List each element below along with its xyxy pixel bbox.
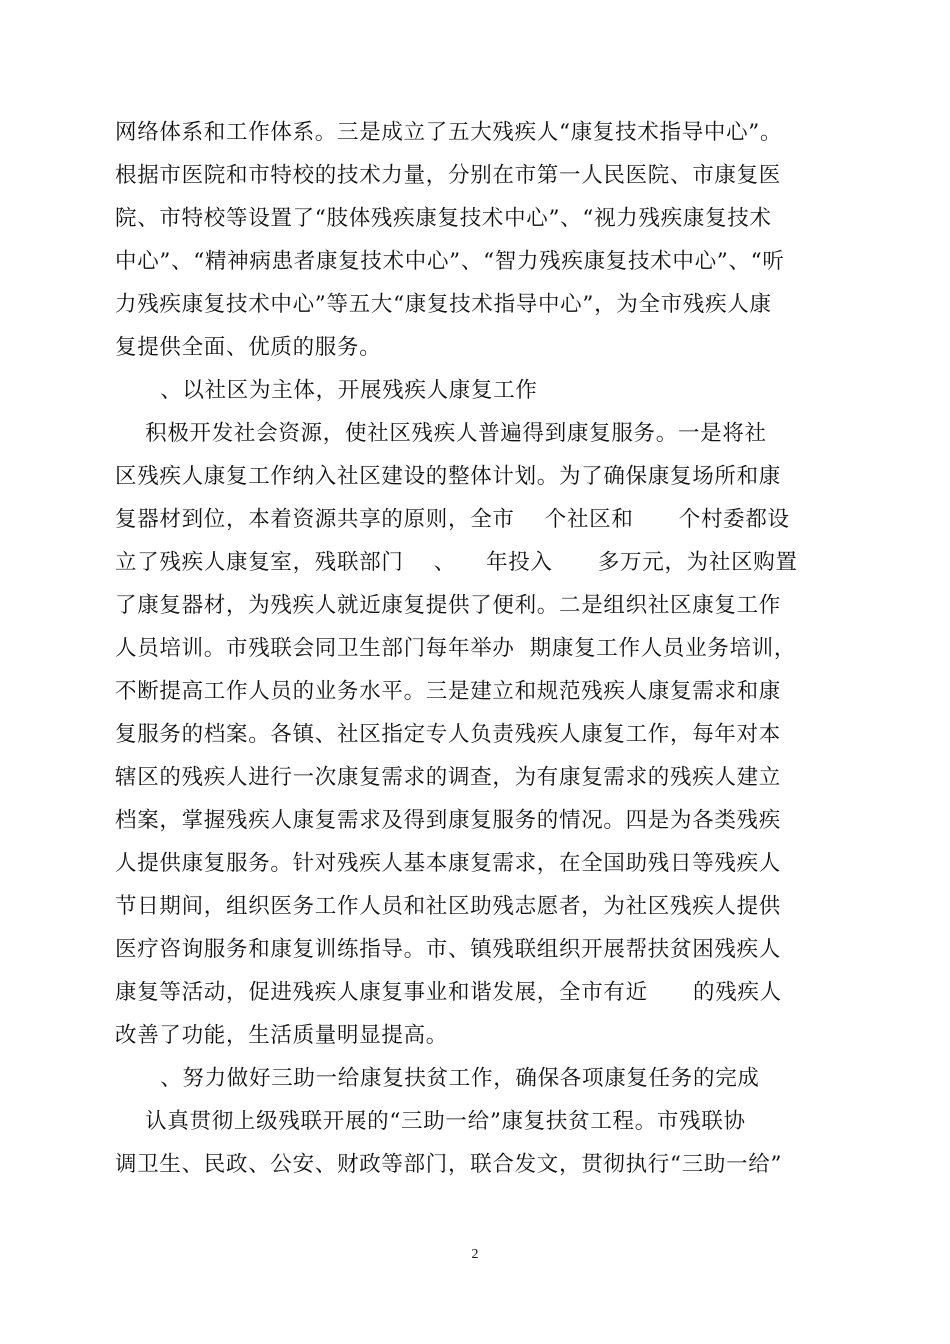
text-line: 中心”、“精神病患者康复技术中心”、“智力残疾康复技术中心”、“听 (115, 249, 785, 274)
page-number: 2 (471, 1247, 479, 1262)
text-line: 人员培训。市残联会同卫生部门每年举办 期康复工作人员业务培训， (115, 636, 797, 661)
text-line: 节日期间，组织医务工作人员和社区助残志愿者，为社区残疾人提供 (115, 894, 782, 919)
text-line: 立了残疾人康复室，残联部门 、 年投入 多万元，为社区购置 (115, 550, 798, 575)
text-line: 医疗咨询服务和康复训练指导。市、镇残联组织开展帮扶贫困残疾人 (115, 937, 782, 962)
section-heading: 、以社区为主体，开展残疾人康复工作 (115, 378, 538, 403)
text-line: 了康复器材，为残疾人就近康复提供了便利。二是组织社区康复工作 (115, 593, 782, 618)
text-line: 调卫生、民政、公安、财政等部门，联合发文，贯彻执行“三助一给” (115, 1152, 783, 1177)
text-line: 复服务的档案。各镇、社区指定专人负责残疾人康复工作，每年对本 (115, 722, 782, 747)
section-heading: 、努力做好三助一给康复扶贫工作，确保各项康复任务的完成 (115, 1066, 760, 1091)
text-line: 积极开发社会资源，使社区残疾人普遍得到康复服务。一是将社 (115, 421, 767, 446)
text-line: 认真贯彻上级残联开展的“三助一给”康复扶贫工程。市残联协 (115, 1109, 746, 1134)
text-line: 康复等活动，促进残疾人康复事业和谐发展，全市有近 的残疾人 (115, 980, 782, 1005)
text-line: 根据市医院和市特校的技术力量，分别在市第一人民医院、市康复医 (115, 163, 782, 188)
text-line: 复器材到位，本着资源共享的原则，全市 个社区和 个村委都设 (115, 507, 790, 532)
text-line: 档案，掌握残疾人康复需求及得到康复服务的情况。四是为各类残疾 (115, 808, 782, 833)
text-line: 人提供康复服务。针对残疾人基本康复需求，在全国助残日等残疾人 (115, 851, 782, 876)
text-line: 复提供全面、优质的服务。 (115, 335, 382, 360)
text-line: 改善了功能，生活质量明显提高。 (115, 1023, 449, 1048)
text-line: 院、市特校等设置了“肢体残疾康复技术中心”、“视力残疾康复技术 (115, 206, 772, 231)
text-line: 区残疾人康复工作纳入社区建设的整体计划。为了确保康复场所和康 (115, 464, 782, 489)
text-line: 不断提高工作人员的业务水平。三是建立和规范残疾人康复需求和康 (115, 679, 782, 704)
text-line: 网络体系和工作体系。三是成立了五大残疾人“康复技术指导中心”。 (115, 120, 783, 145)
text-line: 力残疾康复技术中心”等五大“康复技术指导中心”，为全市残疾人康 (115, 292, 772, 317)
text-line: 辖区的残疾人进行一次康复需求的调查，为有康复需求的残疾人建立 (115, 765, 782, 790)
